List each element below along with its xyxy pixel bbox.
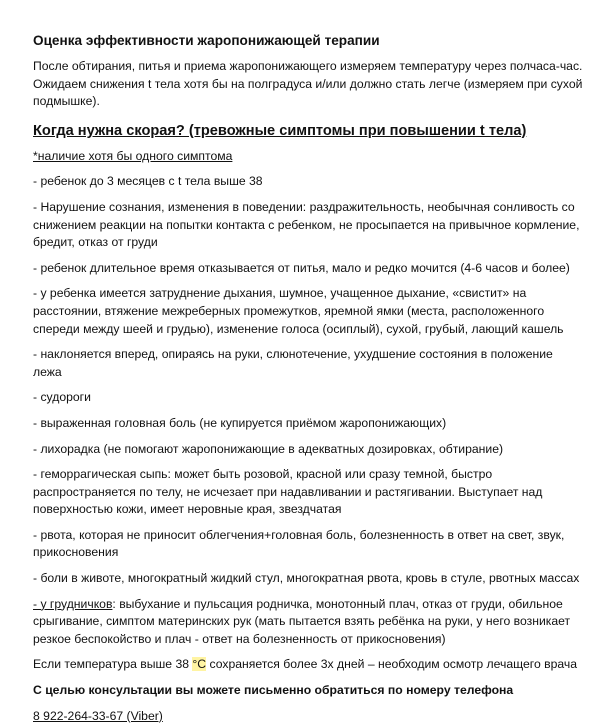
symptom-item: - геморрагическая сыпь: может быть розовой, красной или сразу темной, быстро распространяется по телу, не исчезает при надавливании и растягивании. Выступает над поверхностью кожи, имеет неровные края, звездчатая <box>33 467 543 517</box>
symptom-item: - наклоняется вперед, опираясь на руки, слюнотечение, ухудшение состояния в положение лежа <box>33 347 553 379</box>
symptom-note <box>33 148 584 166</box>
phone-link[interactable]: 8 922-264-33-67 (Viber) <box>33 708 163 723</box>
page-title: Оценка эффективности жаропонижающей терапии <box>33 33 380 48</box>
temperature-rule-after: сохраняется более 3х дней – необходим осмотр лечащего врача <box>206 657 578 672</box>
symptom-item: - у ребенка имеется затруднение дыхания, шумное, учащенное дыхание, «свистит» на расстоянии, втяжение межреберных промежутков, яремной ямки (места, расположенного спереди между шеей и грудью), изменение голоса (осиплый), сухой, грубый, лающий кашель <box>33 286 564 336</box>
symptom-item: - ребенок длительное время отказывается от питья, мало и редко мочится (4-6 часов и более) <box>33 260 570 275</box>
intro-paragraph: После обтирания, питья и приема жаропонижающего измеряем температуру через полчаса-час. Ожидаем снижения t тела хотя бы на полградуса и/или должно стать легче (измеряем при сухой подмышке). <box>33 59 583 109</box>
symptom-item: - лихорадка (не помогают жаропонижающие в адекватных дозировках, обтирание) <box>33 441 504 456</box>
symptom-item: - судороги <box>33 390 91 405</box>
temperature-rule <box>33 656 584 674</box>
infant-symptoms-item <box>33 596 584 649</box>
infant-text: : выбухание и пульсация родничка, монотонный плач, отказ от груди, обильное срыгивание, симптом материнских рук (мать пытается взять ребёнка на руки, у него возникает резкое беспокойство и плач - ответ на болезненность от прикосновения) <box>33 596 571 646</box>
symptom-list <box>33 173 584 648</box>
symptom-item: - боли в животе, многократный жидкий стул, многократная рвота, кровь в стуле, рвотных массах <box>33 571 580 586</box>
temperature-unit: °С <box>192 657 207 672</box>
symptom-item: - ребенок до 3 месяцев с t тела выше 38 <box>33 174 263 189</box>
temperature-rule-before: Если температура выше 38 <box>33 657 193 672</box>
consult-text: С целью консультации вы можете письменно обратиться по номеру телефона <box>33 683 514 698</box>
symptom-item: - Нарушение сознания, изменения в поведении: раздражительность, необычная сонливость со снижением реакции на попытки контакта с ребенком, не просыпается на привычное кормление, бредит, отказ от груди <box>33 199 580 250</box>
symptom-note-text: *наличие хотя бы одного симптома <box>33 148 233 163</box>
emergency-heading: Когда нужна скорая? (тревожные симптомы при повышении t тела) <box>33 122 527 139</box>
infant-label: - у грудничков <box>33 596 113 611</box>
symptom-item: - выраженная головная боль (не купируется приёмом жаропонижающих) <box>33 415 447 430</box>
symptom-item: - рвота, которая не приносит облегчения+головная боль, болезненность в ответ на свет, звук, прикосновения <box>33 527 565 560</box>
